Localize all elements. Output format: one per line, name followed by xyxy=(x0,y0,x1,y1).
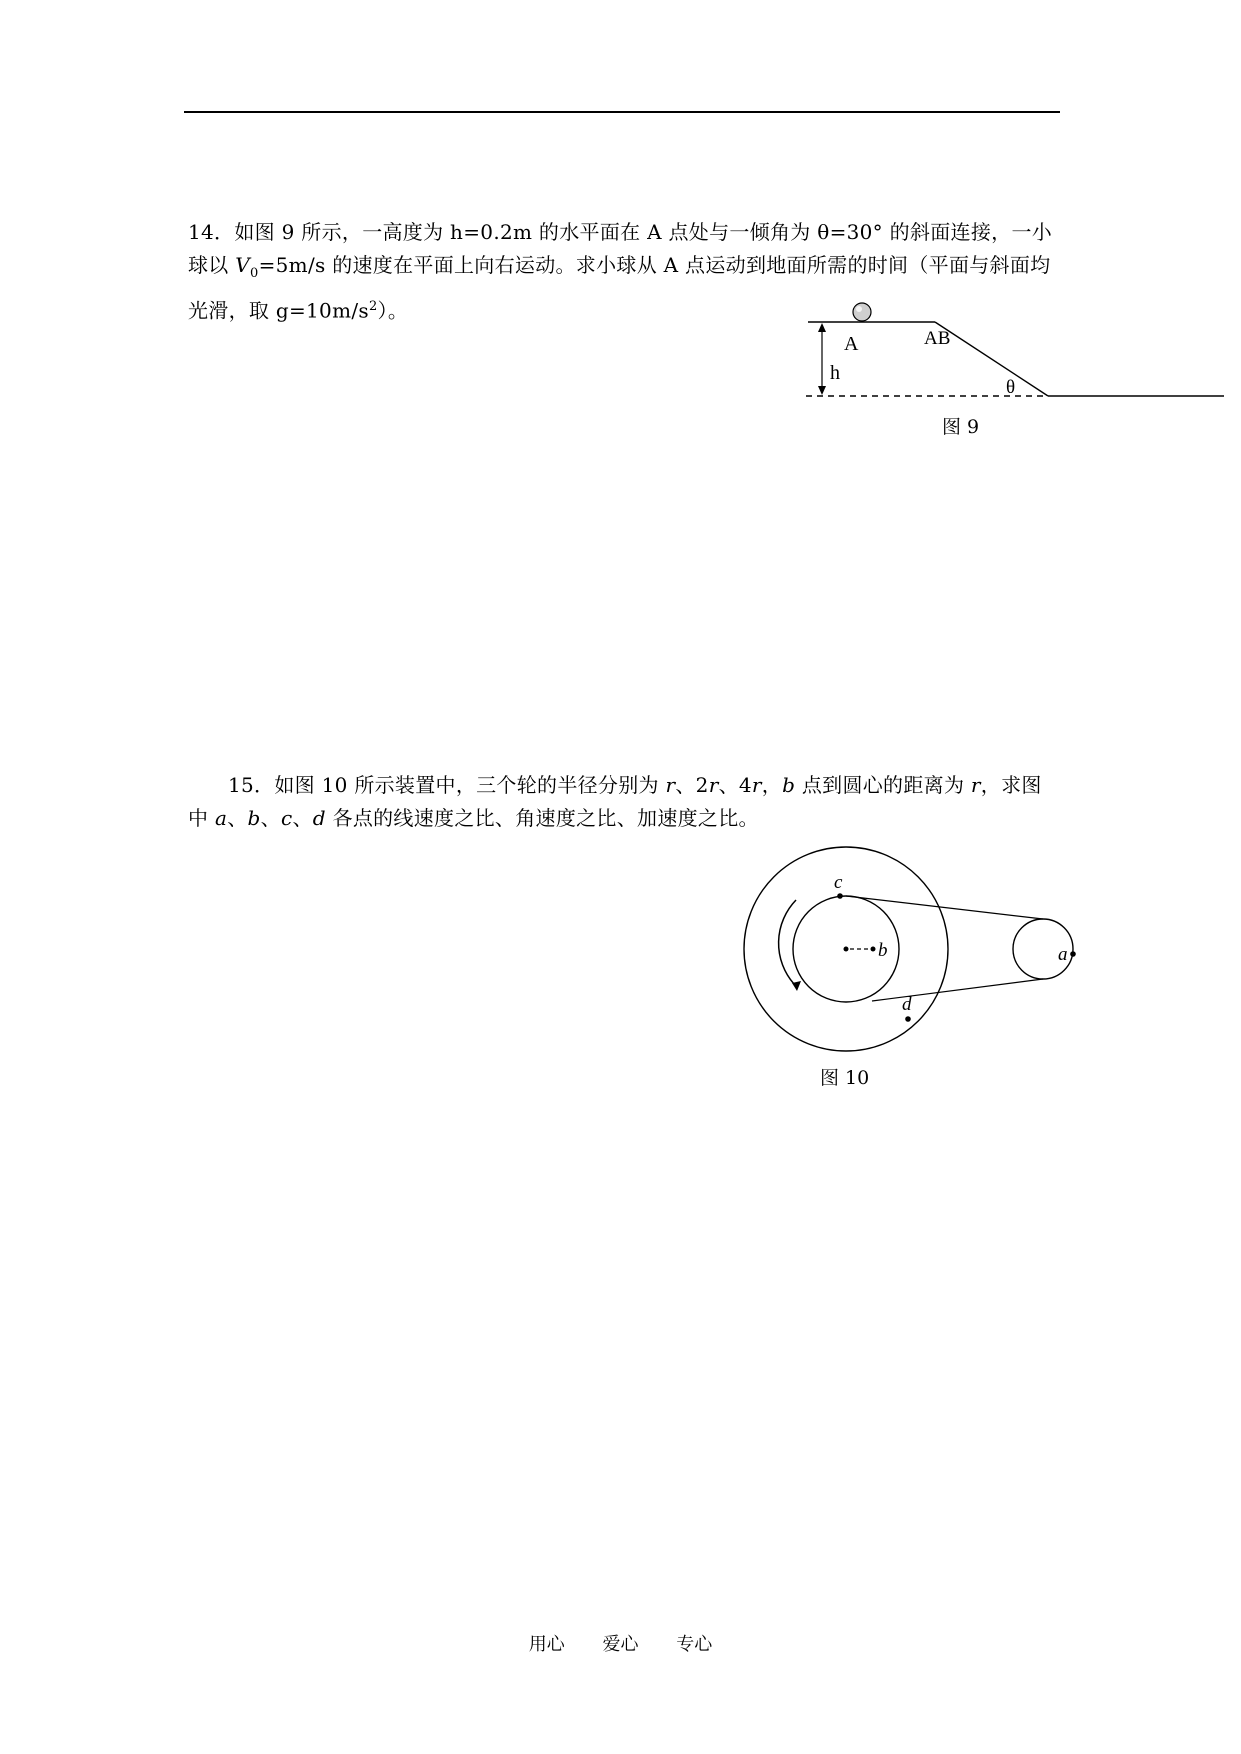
point-d xyxy=(905,1016,911,1022)
label-a: a xyxy=(1058,944,1068,965)
label-d: d xyxy=(902,994,912,1015)
footer xyxy=(0,1630,1241,1656)
figure-10-diagram xyxy=(740,838,1080,1060)
point-a xyxy=(1070,951,1076,957)
problem-15-number: 15． xyxy=(228,773,275,797)
footer-item-2: 爱心 xyxy=(602,1634,639,1655)
center-point xyxy=(844,947,849,952)
point-b xyxy=(871,947,876,952)
problem-15-text: 15．如图 10 所示装置中，三个轮的半径分别为 r、2r、4r，b 点到圆心的距离为 r，求图中 a、b、c、d 各点的线速度之比、角速度之比、加速度之比。 xyxy=(188,773,1042,830)
figure-9-caption: 图 9 xyxy=(942,416,980,438)
label-AB: AB xyxy=(924,328,951,349)
header-rule xyxy=(184,111,1060,113)
label-h: h xyxy=(830,362,840,384)
label-theta: θ xyxy=(1006,377,1016,398)
figure-10-caption: 图 10 xyxy=(820,1067,870,1089)
figure-9-diagram xyxy=(800,298,1230,408)
label-b: b xyxy=(878,940,888,961)
problem-14-number: 14． xyxy=(188,220,235,244)
figure-9 xyxy=(800,298,1230,408)
belt-bottom xyxy=(872,979,1043,1001)
belt-top xyxy=(846,896,1043,919)
problem-14-text: 14．如图 9 所示，一高度为 h=0.2m 的水平面在 A 点处与一倾角为 θ=30° 的斜面连接，一小球以 $V_0=5m/s$ 的速度在平面上向右运动。求小球从 A 点运动到地面所需的时间（平面与斜面均光滑，取 $g=10m/s^2$）。 xyxy=(188,220,1053,323)
point-c xyxy=(837,893,843,899)
figure-10 xyxy=(740,838,1080,1060)
label-c: c xyxy=(834,872,843,893)
footer-item-3: 专心 xyxy=(676,1634,713,1655)
ball xyxy=(853,303,871,321)
label-A: A xyxy=(844,333,859,355)
footer-item-1: 用心 xyxy=(528,1634,565,1655)
